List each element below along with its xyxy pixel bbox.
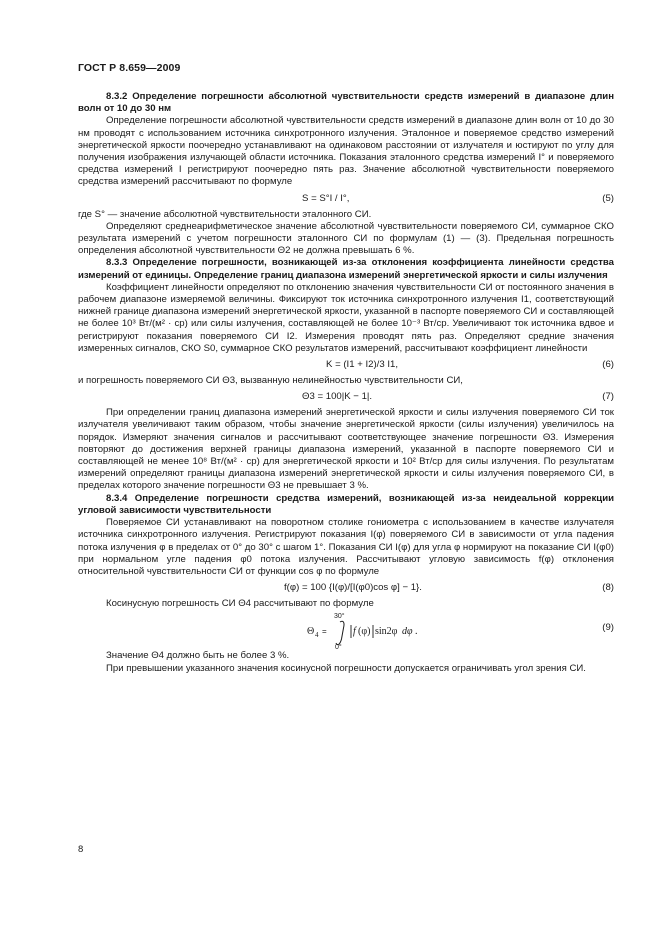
section-8-3-4-paragraph-3: Значение Θ4 должно быть не более 3 %. (106, 650, 290, 662)
formula-8-expression: f(φ) = 100 {I(φ)/[I(φ0)cos φ] − 1}. (284, 582, 422, 594)
section-8-3-2-paragraph-2: Определяют среднеарифметическое значение абсолютной чувствительности поверяемого СИ, суммарное СКО результата измерений с учетом погрешности эталонного СИ по формулам (1) — (3). Предельная погрешность определения абсолютной чувствительности Θ2 не должна превышать 6 %. (78, 220, 614, 257)
formula-7-number: (7) (602, 391, 614, 403)
page-number: 8 (78, 844, 84, 855)
formula-5-number: (5) (602, 192, 614, 204)
section-8-3-2-title: 8.3.2 Определение погрешности абсолютной чувствительности средств измерений в диапазоне длин волн от 10 до 30 нм (78, 91, 614, 115)
section-8-3-3-title: 8.3.3 Определение погрешности, возникающей из-за отклонения коэффициента линейности средства измерений от единицы. Определение границ диапазона измерений энергетической яркости и силы излучения (78, 257, 614, 281)
formula-8 (78, 578, 614, 598)
svg-text:=: = (322, 627, 327, 637)
integral-upper-limit: 30° (334, 613, 345, 621)
formula-5-expression: S = S°I / I°, (302, 192, 350, 204)
section-8-3-3-paragraph-2: и погрешность поверяемого СИ Θ3, вызванную нелинейностью чувствительности СИ, (78, 375, 463, 387)
document-header: ГОСТ Р 8.659—2009 (78, 62, 181, 74)
section-8-3-4-paragraph-2: Косинусную погрешность СИ Θ4 рассчитывают по формуле (106, 598, 374, 610)
svg-text:f: f (353, 626, 356, 638)
section-8-3-3-paragraph-3: При определении границ диапазона измерений энергетической яркости и силы излучения поверяемого СИ ток излучателя увеличивают таким образом, чтобы значение энергетической яркости (силы излучения) увеличилось на порядок. Измеряют значения сигналов и рассчитывают соответствующее значение погрешности Θ3. Измерения повторяют до достижения верхней границы диапазона измерений, указанной в паспорте поверяемого СИ и составляющей не менее 10⁸ Вт/(м² · ср) для энергетической яркости и 10² Вт/ср для силы излучения. По результатам измерений определяют границы диапазона измерений энергетической яркости и силы излучения поверяемого СИ, в пределах которого значение погрешности Θ3 не превышает 3 %. (78, 407, 614, 492)
section-8-3-4-paragraph-4: При превышении указанного значения косинусной погрешности допускается ограничивать угол зрения СИ. (106, 662, 586, 674)
section-8-3-4-title: 8.3.4 Определение погрешности средства измерений, возникающей из-за неидеальной коррекции угловой зависимости чувствительности (78, 492, 614, 516)
svg-text:Θ: Θ (307, 626, 315, 638)
formula-6-expression: K = (I1 + I2)/3 I1, (326, 359, 398, 371)
formula-5 (78, 189, 614, 209)
svg-text:(φ): (φ) (358, 626, 371, 638)
integral-lower-limit: 0° (335, 644, 342, 651)
section-8-3-4-paragraph-1: Поверяемое СИ устанавливают на поворотном столике гониометра с использованием в качестве излучателя источника синхротронного излучения. Регистрируют показания I(φ) поверяемого СИ в зависимости от угла падения потока излучения φ в пределах от 0° до 30° с шагом 1°. Показания СИ I(φ) для угла φ нормируют на показание СИ I(φ0) при нормальном угле падения φ0 потока излучения. Рассчитывают угловую зависимость f(φ) отклонения относительной чувствительности СИ от функции cos φ по формуле (78, 517, 614, 577)
formula-9-integral (307, 610, 447, 650)
document-body (78, 91, 614, 675)
svg-text:.: . (415, 626, 418, 638)
formula-6-number: (6) (602, 359, 614, 371)
formula-9-number: (9) (602, 622, 614, 634)
formula-8-number: (8) (602, 582, 614, 594)
formula-6 (78, 355, 614, 375)
svg-text:dφ: dφ (402, 626, 413, 638)
formula-5-where: где S° — значение абсолютной чувствительности эталонного СИ. (78, 208, 372, 220)
svg-text:4: 4 (315, 631, 319, 640)
section-8-3-2-paragraph-1: Определение погрешности абсолютной чувствительности средств измерений в диапазоне длин волн от 10 до 30 нм проводят с использованием источника синхротронного излучения. Эталонное и поверяемое средство измерений энергетической яркости поочередно устанавливают на одинаковом расстоянии от излучателя и юстируют по углу для получения изображения излучающей области источника. Показания эталонного средства измерений I° и поверяемого средства измерений I регистрируют поочередно пять раз. Значение абсолютной чувствительности поверяемого средства измерений рассчитывают по формуле (78, 115, 614, 188)
section-8-3-3-paragraph-1: Коэффициент линейности определяют по отклонению значения чувствительности СИ от постоянного значения в рабочем диапазоне измеряемой величины. Фиксируют ток источника синхротронного излучения I1, соответствующий нижней границе диапазона измерений энергетической яркости, указанной в паспорте поверяемого СИ и составляющей не более 10³ Вт/(м² · ср) или силы излучения, составляющей не более 10⁻³ Вт/ср. Увеличивают ток источника вдвое и регистрируют показания поверяемого СИ I2. Измерения проводят пять раз. Определяют средние значения измеренных сигналов, СКО S0, суммарное СКО результатов измерений, рассчитывают коэффициент линейности (78, 281, 614, 354)
formula-9 (78, 610, 614, 650)
formula-7 (78, 387, 614, 407)
svg-text:sin2φ: sin2φ (375, 626, 398, 638)
formula-7-expression: Θ3 = 100|K − 1|. (302, 391, 373, 403)
